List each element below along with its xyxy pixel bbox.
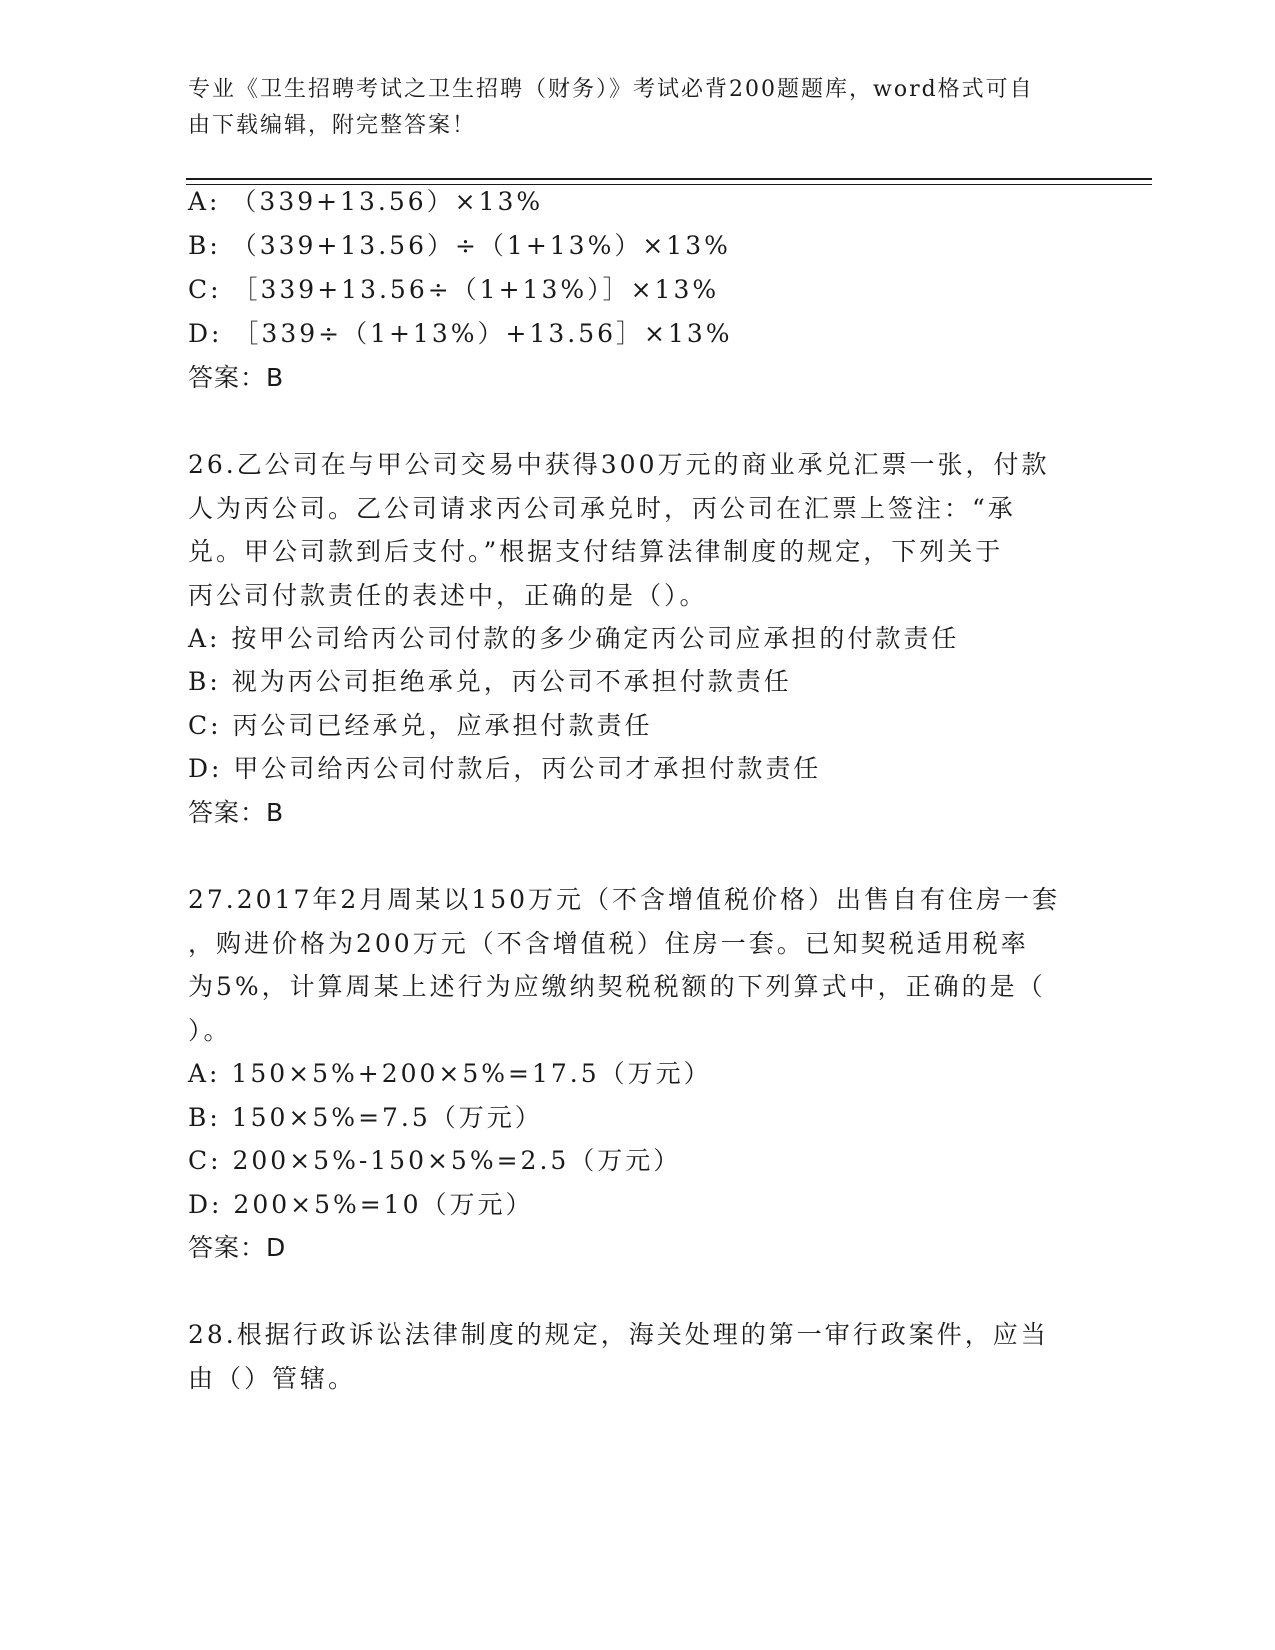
q28-stem-line-2: 由（）管辖。	[188, 1364, 357, 1393]
q26-answer: 答案：B	[188, 798, 285, 827]
q27-stem-line-3: 为5%，计算周某上述行为应缴纳契税税额的下列算式中，正确的是（	[188, 972, 1046, 1001]
q27-option-d: D: 200×5%=10（万元）	[188, 1190, 534, 1219]
q27-option-c: C: 200×5%-150×5%=2.5（万元）	[188, 1146, 682, 1175]
q27-answer: 答案：D	[188, 1233, 287, 1262]
document-header	[188, 72, 1088, 144]
q28-stem-line-1: 28.根据行政诉讼法律制度的规定，海关处理的第一审行政案件，应当	[188, 1320, 1049, 1349]
q25-option-a: A: （339+13.56）×13%	[188, 187, 544, 216]
q25-answer: 答案：B	[188, 363, 285, 392]
header-line-2: 由下载编辑，附完整答案！	[188, 113, 477, 138]
q25-option-c: C: ［339+13.56÷（1+13%）］×13%	[188, 275, 720, 304]
q27-stem-line-2: ，购进价格为200万元（不含增值税）住房一套。已知契税适用税率	[188, 929, 1029, 958]
q26-option-c: C: 丙公司已经承兑，应承担付款责任	[188, 711, 653, 740]
q26-option-b: B: 视为丙公司拒绝承兑，丙公司不承担付款责任	[188, 667, 792, 696]
q27-stem-line-1: 27.2017年2月周某以150万元（不含增值税价格）出售自有住房一套	[188, 885, 1061, 914]
q26-stem-line-4: 丙公司付款责任的表述中，正确的是（）。	[188, 581, 708, 610]
q26-option-d: D: 甲公司给丙公司付款后，丙公司才承担付款责任	[188, 754, 822, 783]
header-rule-thick	[186, 178, 1152, 180]
header-line-1: 专业《卫生招聘考试之卫生招聘（财务）》考试必背200题题库，word格式可自	[188, 77, 1034, 102]
q27-option-b: B: 150×5%=7.5（万元）	[188, 1103, 543, 1132]
q26-stem-line-1: 26.乙公司在与甲公司交易中获得300万元的商业承兑汇票一张，付款	[188, 450, 1050, 479]
q26-option-a: A: 按甲公司给丙公司付款的多少确定丙公司应承担的付款责任	[188, 624, 960, 653]
q25-option-b: B: （339+13.56）÷（1+13%）×13%	[188, 231, 731, 260]
q25-option-d: D: ［339÷（1+13%）+13.56］×13%	[188, 319, 733, 348]
q27-option-a: A: 150×5%+200×5%=17.5（万元）	[188, 1059, 712, 1088]
q26-stem-line-2: 人为丙公司。乙公司请求丙公司承兑时，丙公司在汇票上签注：“承	[188, 494, 1016, 523]
q27-stem-line-4: ）。	[188, 1016, 232, 1045]
q26-stem-line-3: 兑。甲公司款到后支付。”根据支付结算法律制度的规定，下列关于	[188, 537, 1004, 566]
